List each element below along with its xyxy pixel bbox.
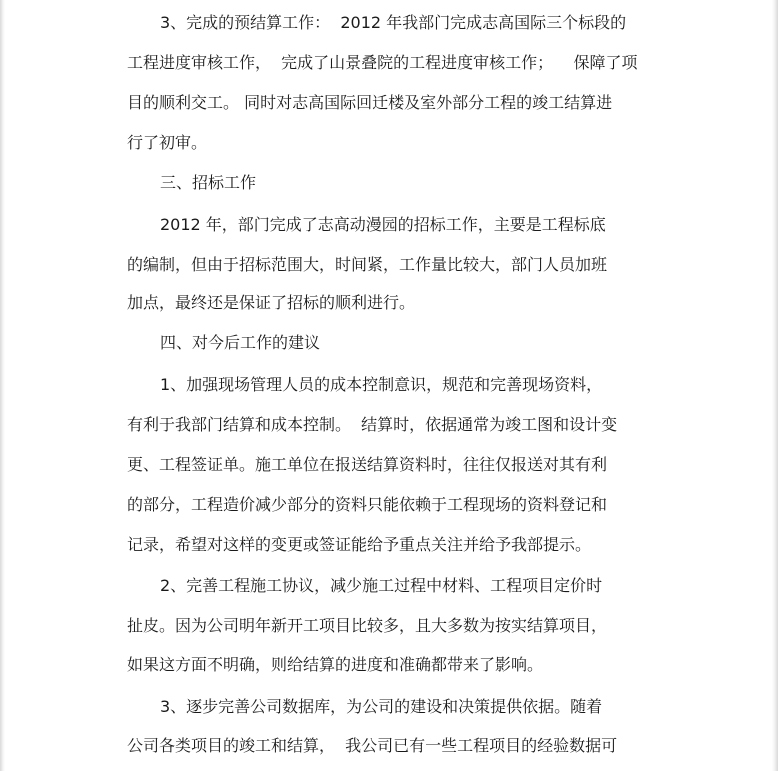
body-line: 目的顺利交工。 同时对志高国际回迁楼及室外部分工程的竣工结算进 <box>127 93 613 112</box>
body-line: 的编制，但由于招标范围大，时间紧，工作量比较大，部门人员加班 <box>127 255 608 274</box>
body-line: 2、完善工程施工协议，减少施工过程中材料、工程项目定价时 <box>160 576 603 595</box>
body-line: 加点，最终还是保证了招标的顺利进行。 <box>127 293 416 312</box>
body-line: 行了初审。 <box>127 133 208 152</box>
body-line: 的部分，工程造价减少部分的资料只能依赖于工程现场的资料登记和 <box>127 495 608 514</box>
body-line: 工程进度审核工作， 完成了山景叠院的工程进度审核工作； 保障了项 <box>127 53 638 72</box>
body-line: 有利于我部门结算和成本控制。 结算时，依据通常为竣工图和设计变 <box>127 415 618 434</box>
body-line: 更、工程签证单。施工单位在报送结算资料时，往往仅报送对其有利 <box>127 455 608 474</box>
section-heading: 三、招标工作 <box>160 173 257 192</box>
body-line: 如果这方面不明确，则给结算的进度和准确都带来了影响。 <box>127 655 544 674</box>
body-line: 2012 年，部门完成了志高动漫园的招标工作，主要是工程标底 <box>160 215 606 234</box>
page-right-edge <box>772 0 778 771</box>
body-line: 3、逐步完善公司数据库，为公司的建设和决策提供依据。随着 <box>160 697 603 716</box>
section-heading: 四、对今后工作的建议 <box>160 333 321 352</box>
body-line: 3、完成的预结算工作： 2012 年我部门完成志高国际三个标段的 <box>160 13 627 32</box>
page-left-edge <box>0 0 5 771</box>
body-line: 1、加强现场管理人员的成本控制意识，规范和完善现场资料， <box>160 375 603 394</box>
body-line: 扯皮。因为公司明年新开工项目比较多，且大多数为按实结算项目， <box>127 616 608 635</box>
body-line: 记录，希望对这样的变更或签证能给予重点关注并给予我部提示。 <box>127 535 592 554</box>
body-line: 公司各类项目的竣工和结算， 我公司已有一些工程项目的经验数据可 <box>127 736 618 755</box>
